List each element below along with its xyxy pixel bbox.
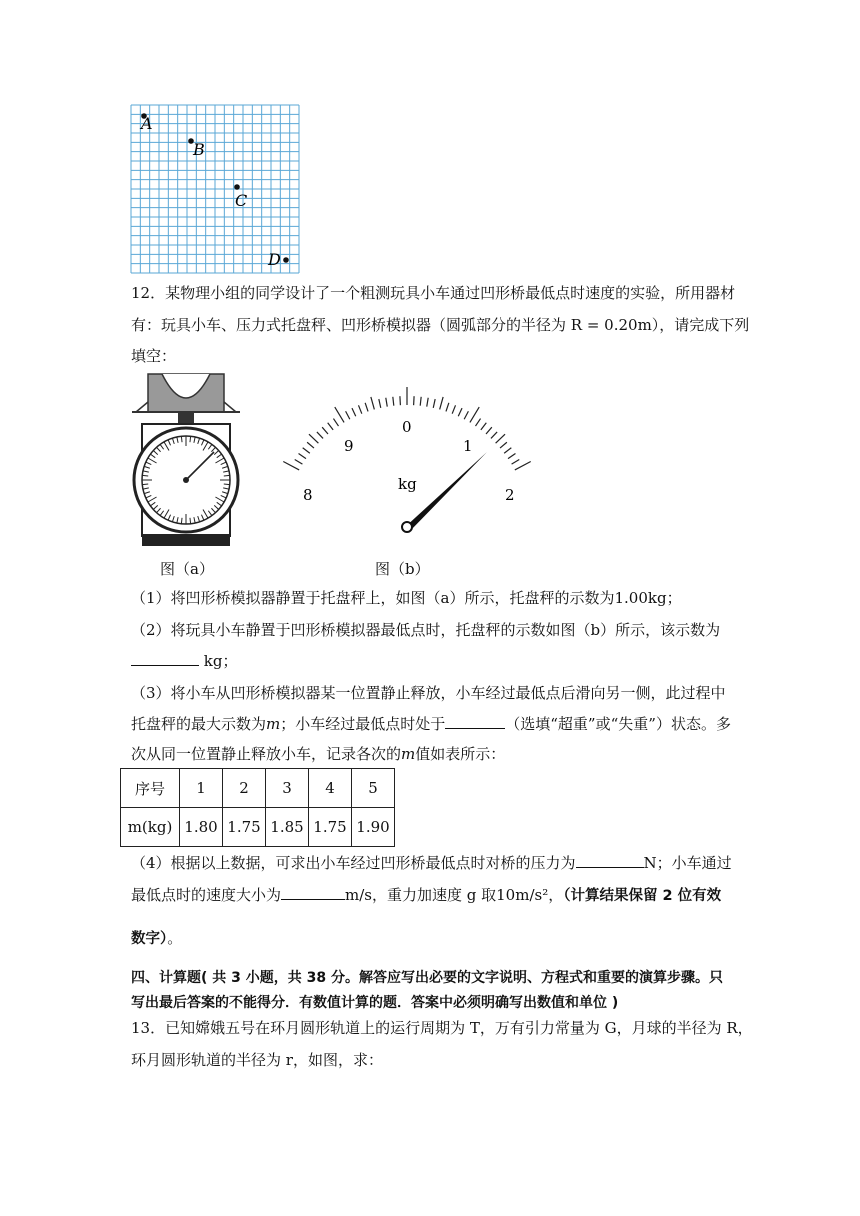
point-b-label: B — [193, 140, 205, 159]
q12-p4a-pre: （4）根据以上数据，可求出小车经过凹形桥最低点时对桥的压力为 — [131, 854, 576, 872]
point-c — [234, 184, 240, 190]
point-c-label: C — [235, 191, 248, 210]
answer-blank-speed[interactable] — [281, 885, 345, 900]
table-header-cell: 3 — [266, 769, 309, 808]
table-header-label: 序号 — [121, 769, 180, 808]
q12-p4a-line — [131, 853, 732, 873]
q12-p4c-end: 。 — [167, 929, 183, 947]
dial-pivot — [402, 522, 412, 532]
answer-blank-reading[interactable] — [131, 651, 199, 666]
q12-p3b-pre: 托盘秤的最大示数为 — [131, 715, 267, 733]
q12-line3: 填空： — [131, 347, 177, 365]
table-header-cell: 1 — [180, 769, 223, 808]
table-row — [121, 808, 395, 847]
q12-p3b-var: m — [266, 715, 281, 733]
table-header-cell: 4 — [309, 769, 352, 808]
dial-label-9: 9 — [344, 437, 354, 455]
table-row-label: m(kg) — [121, 808, 180, 847]
data-table — [120, 768, 395, 847]
q12-p3b-mid: ；小车经过最低点时处于 — [280, 715, 446, 733]
q12-p3c-line — [131, 744, 505, 764]
q12-p1: （1）将凹形桥模拟器静置于托盘秤上，如图（a）所示，托盘秤的示数为1.00kg； — [131, 589, 682, 607]
q13-line2: 环月圆形轨道的半径为 r，如图，求： — [131, 1051, 383, 1069]
scale-figure-a — [128, 372, 244, 548]
q12-p3c-var: m — [401, 745, 416, 763]
point-d-label: D — [268, 250, 281, 269]
section4-heading-line2: 写出最后答案的不能得分．有数值计算的题．答案中必须明确写出数值和单位 ) — [131, 995, 619, 1011]
dial-label-0: 0 — [402, 418, 412, 436]
dial-unit: kg — [398, 475, 417, 493]
q12-p4a-post: N；小车通过 — [643, 854, 732, 872]
q12-p2b: kg； — [203, 652, 238, 670]
table-header-cell: 2 — [223, 769, 266, 808]
table-cell: 1.75 — [309, 808, 352, 847]
q12-p2b-line — [131, 651, 237, 671]
point-a-label: A — [141, 114, 153, 133]
dial-figure-b — [270, 384, 550, 544]
q12-p3c-pre: 次从同一位置静止释放小车，记录各次的 — [131, 745, 402, 763]
q12-p3b-post: （选填“超重”或“失重”）状态。多 — [505, 715, 731, 733]
q12-p4b-line — [131, 885, 721, 906]
table-cell: 1.90 — [352, 808, 395, 847]
q12-p4b-bold: （计算结果保留 2 位有效 — [563, 888, 722, 904]
table-cell: 1.80 — [180, 808, 223, 847]
dial-label-2: 2 — [505, 486, 515, 504]
table-cell: 1.75 — [223, 808, 266, 847]
q12-p4b-mid: m/s，重力加速度 g 取10m/s²， — [345, 886, 564, 904]
table-header-row — [121, 769, 395, 808]
fig-a-caption: 图（a） — [160, 560, 214, 578]
dial-label-8: 8 — [303, 486, 313, 504]
fig-b-caption: 图（b） — [375, 560, 430, 578]
q12-p2a: （2）将玩具小车静置于凹形桥模拟器最低点时，托盘秤的示数如图（b）所示，该示数为 — [131, 621, 721, 639]
table-header-cell: 5 — [352, 769, 395, 808]
table-cell: 1.85 — [266, 808, 309, 847]
q13-line1: 13．已知嫦娥五号在环月圆形轨道上的运行周期为 T，万有引力常量为 G，月球的半径为 R， — [131, 1019, 753, 1037]
answer-blank-state[interactable] — [445, 714, 505, 729]
answer-blank-force[interactable] — [576, 853, 644, 868]
q12-p3c-post: 值如表所示： — [415, 745, 506, 763]
q12-line2: 有：玩具小车、压力式托盘秤、凹形桥模拟器（圆弧部分的半径为 R = 0.20m），请完成下列 — [131, 316, 750, 334]
grid-figure — [128, 103, 302, 275]
q12-p3a: （3）将小车从凹形桥模拟器某一位置静止释放，小车经过最低点后滑向另一侧，此过程中 — [131, 684, 726, 702]
section4-heading-line1: 四、计算题( 共 3 小题，共 38 分。解答应写出必要的文字说明、方程式和重要的演算步骤。只 — [131, 970, 723, 986]
q12-p4c-bold: 数字） — [131, 931, 168, 947]
q12-line1: 12．某物理小组的同学设计了一个粗测玩具小车通过凹形桥最低点时速度的实验，所用器材 — [131, 284, 736, 302]
q12-p4c-line — [131, 928, 182, 949]
q12-p4b-pre: 最低点时的速度大小为 — [131, 886, 282, 904]
q12-p3b-line — [131, 714, 731, 734]
point-d — [283, 257, 289, 263]
dial-label-1: 1 — [463, 437, 473, 455]
